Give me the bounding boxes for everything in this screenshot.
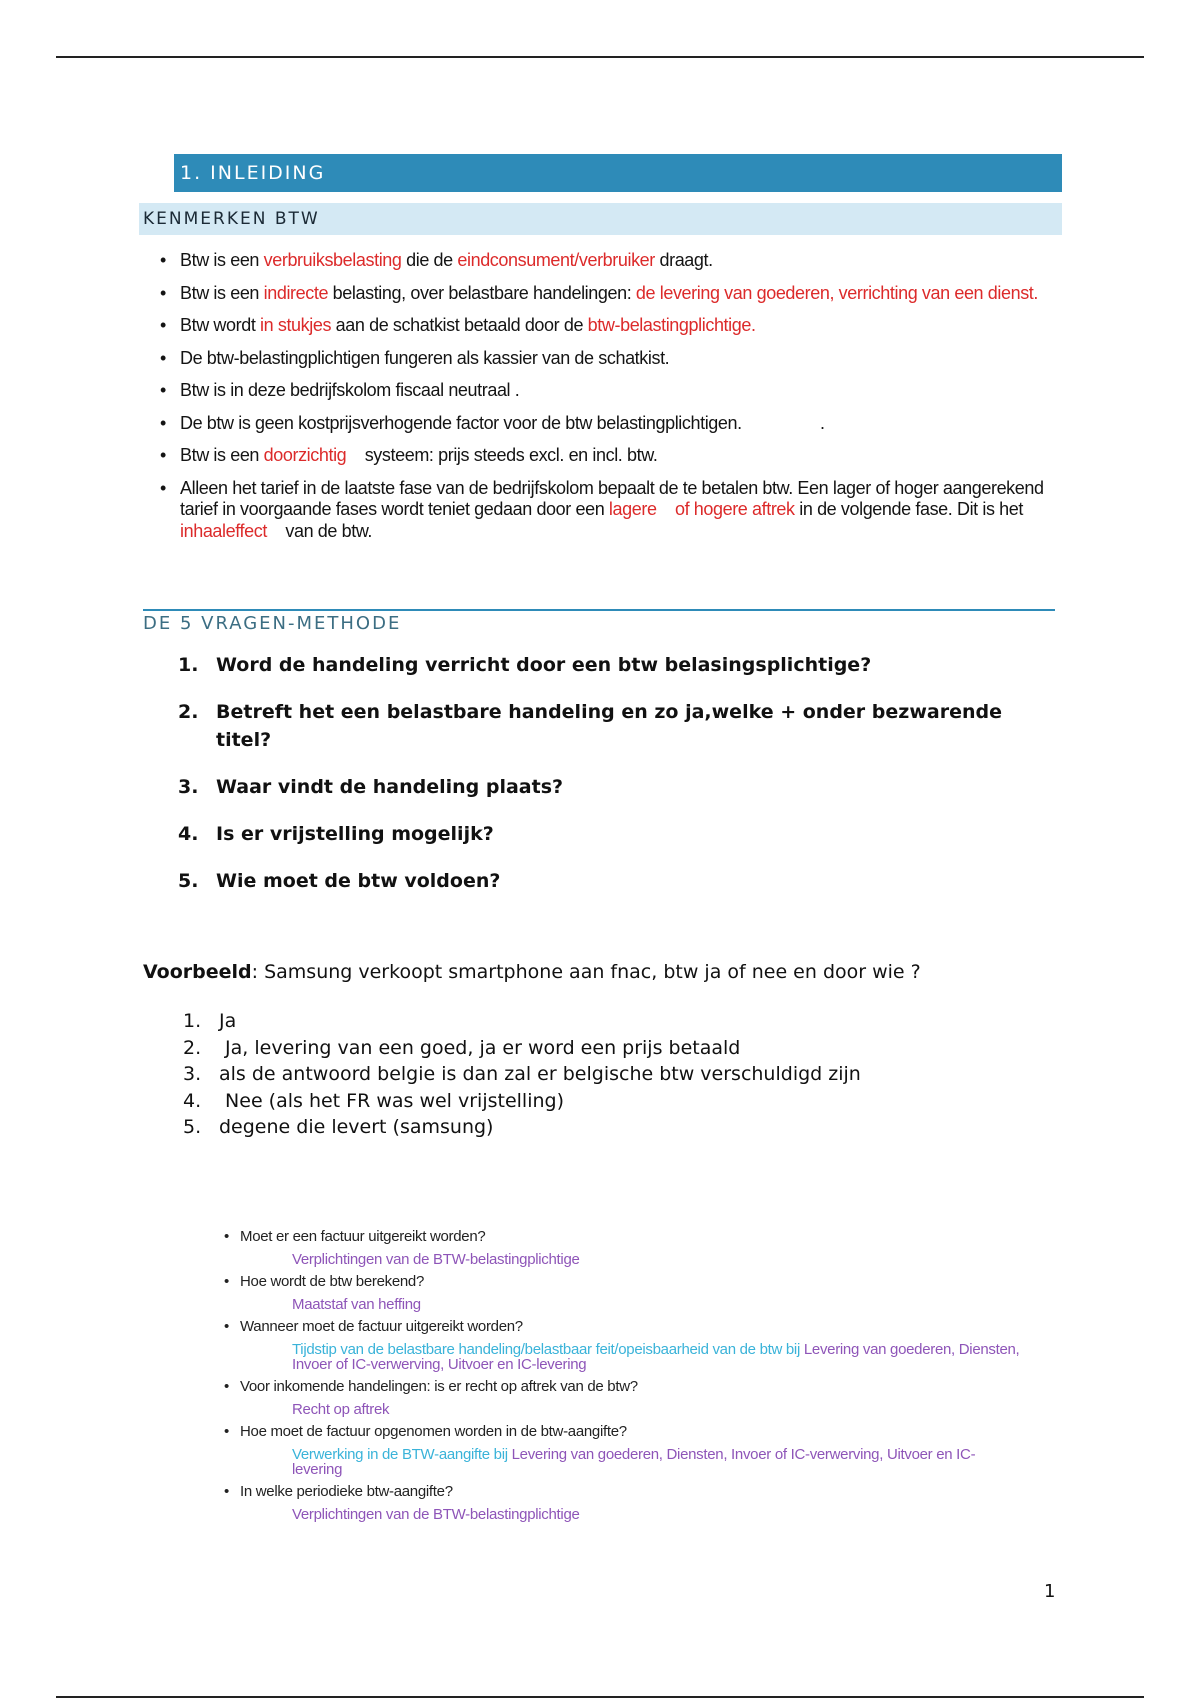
text-run: in de volgende fase. Dit is het — [794, 499, 1028, 519]
faq-question: Hoe wordt de btw berekend? — [240, 1273, 424, 1290]
highlight-term: de levering van goederen, verrichting van een dienst. — [635, 282, 1038, 303]
faq-question: Moet er een factuur uitgereikt worden? — [240, 1228, 486, 1245]
example-text: : Samsung verkoopt smartphone aan fnac, btw ja of nee en door wie ? — [251, 961, 921, 983]
highlight-term: lagere of hogere aftrek — [608, 499, 795, 519]
faq-list — [222, 1228, 1022, 1528]
faq-answer-link[interactable] — [240, 1297, 1022, 1312]
answer-item: 2. Ja, levering van een goed, ja er word een prijs betaald — [183, 1036, 741, 1059]
link-text[interactable]: Maatstaf van heffing — [292, 1296, 421, 1313]
text-run: Btw is een — [180, 250, 264, 270]
text-run: die de — [401, 250, 458, 270]
kenmerk-item — [158, 380, 1058, 402]
kenmerk-item — [158, 413, 1058, 435]
kenmerk-item — [158, 250, 1058, 272]
question-item: 3. Waar vindt de handeling plaats? — [178, 776, 564, 798]
text-run: aan de schatkist betaald door de — [331, 315, 588, 335]
questions-list — [178, 651, 1058, 914]
text-run: Alleen het tarief in de laatste fase van de bedrijfskolom bepaalt de te betalen btw. Een lager of hoger aangerekend tarief in voorgaande fases wordt teniet gedaan door een — [180, 477, 1049, 519]
link-text[interactable]: Verwerking in de BTW-aangifte bij — [292, 1446, 512, 1463]
link-text[interactable]: Verplichtingen van de BTW-belastingplichtige — [292, 1506, 580, 1523]
highlight-term: btw-belastingplichtige. — [587, 315, 756, 335]
text-run: Btw wordt — [180, 315, 261, 335]
chapter-heading: 1. INLEIDING — [174, 154, 1062, 192]
answer-item: 4. Nee (als het FR was wel vrijstelling) — [183, 1089, 565, 1112]
kenmerk-item — [158, 283, 1058, 305]
faq-item — [222, 1273, 1022, 1312]
section-divider — [143, 609, 1055, 611]
highlight-term: verbruiksbelasting — [263, 250, 402, 270]
faq-question: In welke periodieke btw-aangifte? — [240, 1483, 453, 1500]
kenmerk-item — [158, 348, 1058, 370]
page-number: 1 — [1044, 1581, 1056, 1602]
text-run: Btw is een — [180, 445, 264, 465]
highlight-term: doorzichtig — [263, 445, 347, 465]
faq-item — [222, 1423, 1022, 1477]
highlight-term: inhaaleffect — [180, 520, 267, 541]
highlight-term: in stukjes — [260, 315, 332, 335]
faq-answer-link[interactable] — [240, 1507, 1022, 1522]
text-run: systeem: prijs steeds excl. en incl. btw. — [346, 445, 658, 465]
faq-item — [222, 1228, 1022, 1267]
question-item: 2. Betreft het een belastbare handeling en zo ja,welke + onder bezwarende titel? — [178, 701, 1002, 751]
question-item: 4. Is er vrijstelling mogelijk? — [178, 823, 494, 845]
kenmerken-list — [158, 250, 1058, 553]
faq-item — [222, 1378, 1022, 1417]
section-heading-method: DE 5 VRAGEN-METHODE — [143, 613, 402, 634]
faq-answer-link[interactable] — [240, 1342, 1022, 1372]
text-run: van de btw. — [266, 520, 373, 541]
question-item: 1. Word de handeling verricht door een btw belasingsplichtige? — [178, 654, 872, 676]
link-text[interactable]: Levering van goederen, Diensten, Invoer of IC-verwerving, Uitvoer en IC-levering — [292, 1341, 1020, 1373]
kenmerk-item — [158, 445, 1058, 467]
text-run: draagt. — [654, 250, 713, 270]
highlight-term: eindconsument/verbruiker — [457, 250, 655, 270]
link-text[interactable]: Verplichtingen van de BTW-belastingplichtige — [292, 1251, 580, 1268]
answer-item: 3. als de antwoord belgie is dan zal er belgische btw verschuldigd zijn — [183, 1063, 861, 1085]
answers-list — [183, 1008, 861, 1141]
faq-answer-link[interactable] — [240, 1252, 1022, 1267]
answer-item: 1. Ja — [183, 1010, 237, 1032]
highlight-term: indirecte — [263, 282, 329, 303]
faq-answer-link[interactable] — [240, 1447, 1022, 1477]
kenmerk-item — [158, 315, 1058, 337]
answer-item: 5. degene die levert (samsung) — [183, 1116, 494, 1138]
faq-question: Voor inkomende handelingen: is er recht op aftrek van de btw? — [240, 1378, 638, 1395]
faq-item — [222, 1318, 1022, 1372]
text-run: De btw-belastingplichtigen fungeren als kassier van de schatkist. — [180, 347, 670, 368]
text-run: belasting, over belastbare handelingen: — [328, 282, 636, 303]
footer-rule — [56, 1696, 1144, 1698]
text-run: Btw is een — [180, 282, 264, 303]
kenmerk-item — [158, 478, 1058, 543]
example-paragraph — [143, 961, 921, 983]
section-heading-kenmerken: KENMERKEN BTW — [139, 203, 1062, 235]
link-text[interactable]: Tijdstip van de belastbare handeling/belastbaar feit/opeisbaarheid van de btw bij — [292, 1341, 804, 1358]
text-run: Btw is in deze bedrijfskolom fiscaal neutraal . — [180, 380, 520, 400]
link-text[interactable]: Levering van goederen, Diensten, Invoer of IC-verwerving, Uitvoer en IC-levering — [292, 1446, 976, 1478]
faq-answer-link[interactable] — [240, 1402, 1022, 1417]
question-item: 5. Wie moet de btw voldoen? — [178, 870, 501, 892]
example-label: Voorbeeld — [143, 961, 252, 983]
faq-question: Wanneer moet de factuur uitgereikt worden? — [240, 1318, 523, 1335]
link-text[interactable]: Recht op aftrek — [292, 1401, 390, 1418]
text-run: De btw is geen kostprijsverhogende factor voor de btw belastingplichtigen. . — [180, 412, 825, 433]
faq-question: Hoe moet de factuur opgenomen worden in de btw-aangifte? — [240, 1423, 627, 1440]
header-rule — [56, 56, 1144, 58]
faq-item — [222, 1483, 1022, 1522]
